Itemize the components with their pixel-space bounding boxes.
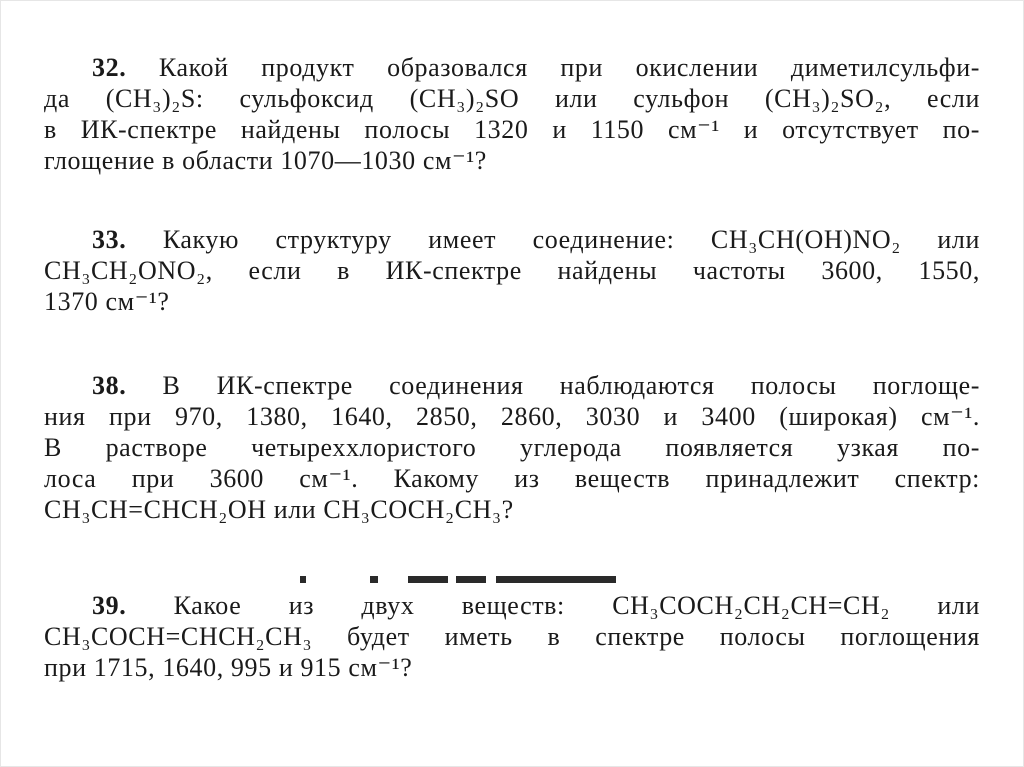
- problem-33-number: 33.: [92, 225, 127, 254]
- problem-38-line-2: ния при 970, 1380, 1640, 2850, 2860, 3030 и 3400 (широкая) см⁻¹.: [44, 402, 980, 431]
- problem-38-number: 38.: [92, 371, 127, 400]
- problem-39-text-1: Какое из двух веществ: CH₃COCH₂CH₂CH=CH₂ или: [173, 591, 980, 620]
- problem-38-line-1: [44, 370, 980, 401]
- problem-38-line-5: CH₃CH=CHCH₂OH или CH₃COCH₂CH₃?: [44, 495, 514, 524]
- problem-32-line-1: [44, 52, 980, 83]
- problem-32-line-4: глощение в области 1070—1030 см⁻¹?: [44, 146, 487, 175]
- problem-33-text-1: Какую структуру имеет соединение: CH₃CH(OH)NO₂ или: [162, 225, 980, 254]
- problem-39: [44, 590, 980, 683]
- problem-38: [44, 370, 980, 525]
- problem-32-number: 32.: [92, 53, 127, 82]
- problem-39-number: 39.: [92, 591, 127, 620]
- problem-32-text-1: Какой продукт образовался при окислении диметилсульфи-: [158, 53, 980, 82]
- cropped-text-remnant: [300, 570, 630, 584]
- problem-39-line-1: [44, 590, 980, 621]
- problem-38-line-4: лоса при 3600 см⁻¹. Какому из веществ принадлежит спектр:: [44, 464, 980, 493]
- problem-32-line-2: да (CH₃)₂S: сульфоксид (CH₃)₂SO или сульфон (CH₃)₂SO₂, если: [44, 84, 980, 113]
- problem-32-line-3: в ИК-спектре найдены полосы 1320 и 1150 см⁻¹ и отсутствует по-: [44, 115, 980, 144]
- problem-33-line-2: CH₃CH₂ONO₂, если в ИК-спектре найдены частоты 3600, 1550,: [44, 256, 980, 285]
- problem-38-line-3: В растворе четыреххлористого углерода появляется узкая по-: [44, 433, 980, 462]
- problem-32: [44, 52, 980, 176]
- problem-33-line-3: 1370 см⁻¹?: [44, 287, 170, 316]
- problem-33: [44, 224, 980, 317]
- problem-39-line-2: CH₃COCH=CHCH₂CH₃ будет иметь в спектре полосы поглощения: [44, 622, 980, 651]
- problem-39-line-3: при 1715, 1640, 995 и 915 см⁻¹?: [44, 653, 413, 682]
- problem-33-line-1: [44, 224, 980, 255]
- problem-38-text-1: В ИК-спектре соединения наблюдаются полосы поглоще-: [162, 371, 980, 400]
